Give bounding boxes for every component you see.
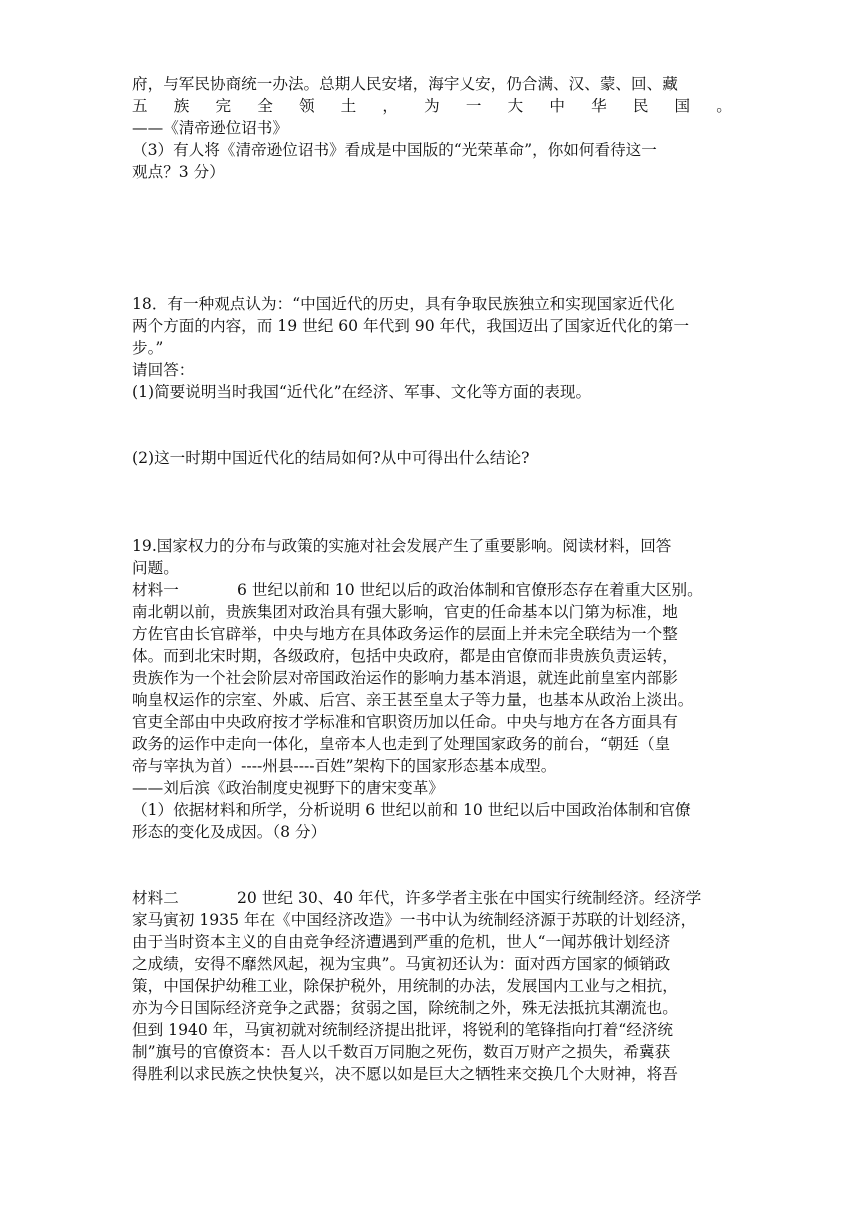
question-19-sub-1: 形态的变化及成因。（8 分） (132, 823, 327, 841)
material-2-text: 家马寅初 1935 年在《中国经济改造》一书中认为统制经济源于苏联的计划经济， (132, 911, 697, 929)
question-18-sub-1: (1)简要说明当时我国“近代化”在经济、军事、文化等方面的表现。 (132, 383, 592, 401)
material-1-text: 官吏全部由中央政府按才学标准和官职资历加以任命。中央与地方在各方面具有 (132, 713, 678, 731)
material-1-text: 方佐官由长官辟举，中央与地方在具体政务运作的层面上并未完全联结为一个整 (132, 625, 678, 643)
material-2-text: 制”旗号的官僚资本：吾人以千数百万同胞之死伤，数百万财产之损失，希冀获 (132, 1043, 671, 1061)
material-1-source: ——刘后滨《政治制度史视野下的唐宋变革》 (132, 779, 444, 797)
material-1-text: 帝与宰执为首）----州县----百姓”架构下的国家形态基本成型。 (132, 757, 557, 775)
question-18-text: 步。” (132, 339, 164, 357)
material-1-text: 政务的运作中走向一体化，皇帝本人也走到了处理国家政务的前台，“朝廷（皇 (132, 735, 671, 753)
question-19-text: 19.国家权力的分布与政策的实施对社会发展产生了重要影响。阅读材料，回答 (132, 537, 672, 555)
material-1-label: 材料一 (132, 581, 179, 599)
question-18-text: 18．有一种观点认为：“中国近代的历史，具有争取民族独立和实现国家近代化 (132, 295, 675, 313)
material-1-text: 贵族作为一个社会阶层对帝国政治运作的影响力基本消退，就连此前皇室内部影 (132, 669, 678, 687)
question-18-prompt: 请回答： (132, 361, 195, 379)
material-1-first-line: 材料一 6 世纪以前和 10 世纪以后的政治体制和官僚形态存在着重大区别。 (132, 581, 703, 599)
material-2-label: 材料二 (132, 889, 179, 907)
question-text: （3）有人将《清帝逊位诏书》看成是中国版的“光荣革命”，你如何看待这一 (132, 141, 657, 159)
source-citation: ——《清帝逊位诏书》 (132, 119, 288, 137)
material-2-text: 得胜利以求民族之快快复兴，决不愿以如是巨大之牺牲来交换几个大财神，将吾 (132, 1065, 678, 1083)
material-2-first-line: 材料二 20 世纪 30、40 年代，许多学者主张在中国实行统制经济。经济学 (132, 889, 702, 907)
material-2-text: 亦为今日国际经济竞争之武器；贫弱之国，除统制之外，殊无法抵抗其潮流也。 (132, 999, 678, 1017)
question-19-text: 问题。 (132, 559, 179, 577)
material-2-text: 策，中国保护幼稚工业，除保护税外，用统制的办法，发展国内工业与之相抗， (132, 977, 678, 995)
justified-line: 五 族 完 全 领 土 ， 为 一 大 中 华 民 国 。 (132, 97, 732, 115)
material-2-text: 之成绩，安得不靡然风起，视为宝典”。马寅初还认为：面对西方国家的倾销政 (132, 955, 671, 973)
material-2-text: 但到 1940 年，马寅初就对统制经济提出批评，将锐利的笔锋指向打着“经济统 (132, 1021, 673, 1039)
material-2-text: 由于当时资本主义的自由竞争经济遭遇到严重的危机，世人“一闻苏俄计划经济 (132, 933, 671, 951)
question-19-sub-1: （1）依据材料和所学，分析说明 6 世纪以前和 10 世纪以后中国政治体制和官僚 (132, 801, 691, 819)
text-line: 府，与军民协商统一办法。总期人民安堵，海宇乂安，仍合满、汉、蒙、回、藏 (132, 75, 678, 93)
question-18-text: 两个方面的内容，而 19 世纪 60 年代到 90 年代，我国迈出了国家近代化的第一 (132, 317, 690, 335)
material-1-text: 南北朝以前，贵族集团对政治具有强大影响，官吏的任命基本以门第为标准，地 (132, 603, 678, 621)
material-1-text: 响皇权运作的宗室、外戚、后宫、亲王甚至皇太子等力量，也基本从政治上淡出。 (132, 691, 694, 709)
material-1-text: 体。而到北宋时期，各级政府，包括中央政府，都是由官僚而非贵族负责运转， (132, 647, 678, 665)
question-18-sub-2: (2)这一时期中国近代化的结局如何?从中可得出什么结论? (132, 449, 530, 467)
question-text: 观点？3 分） (132, 163, 225, 181)
